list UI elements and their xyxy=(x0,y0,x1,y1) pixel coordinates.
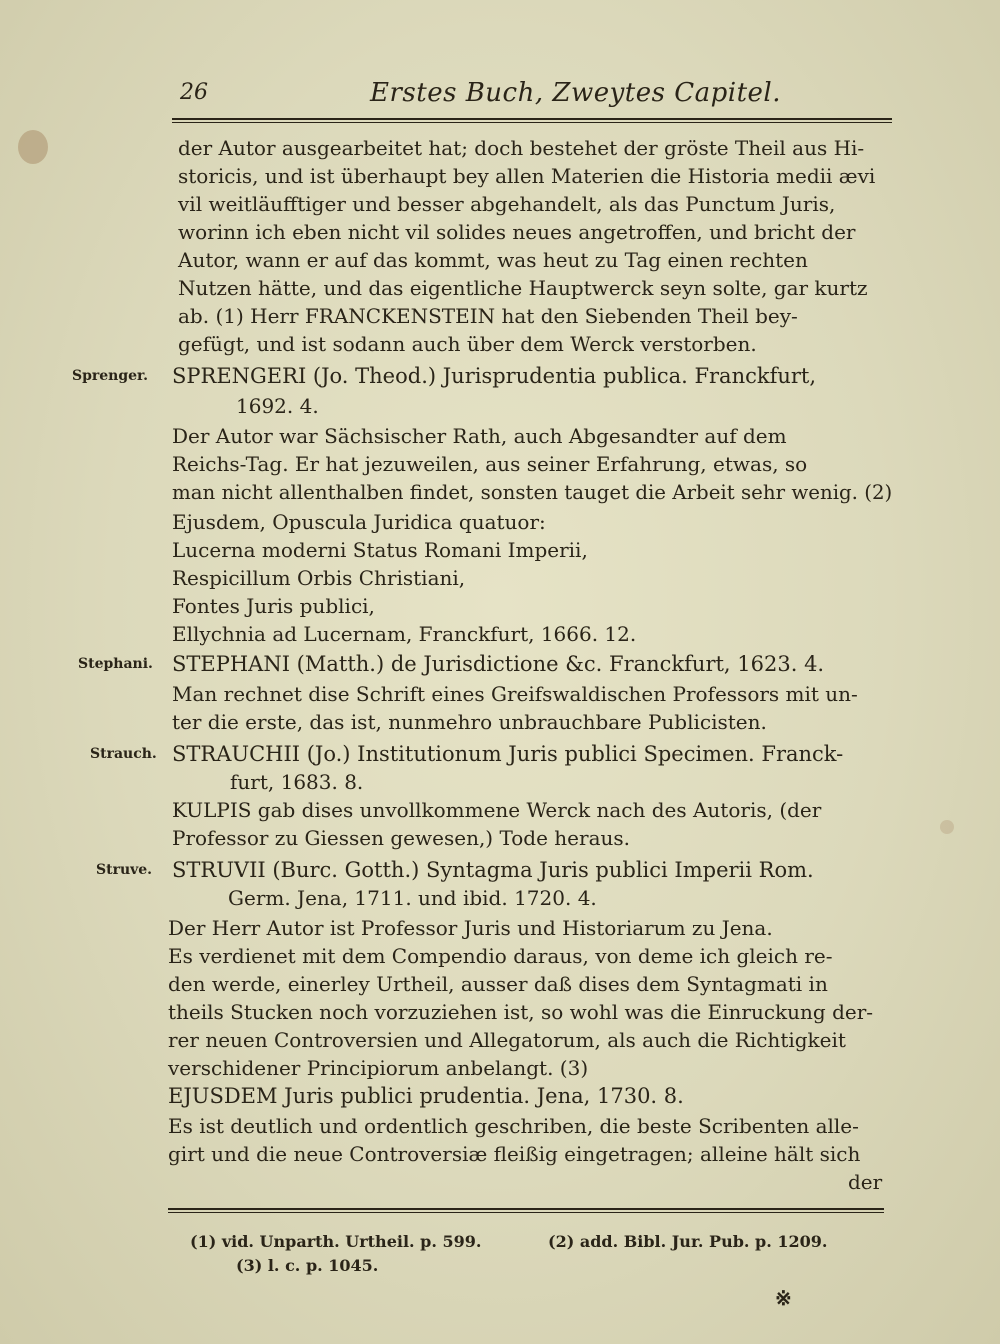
text-line: vil weitläufftiger und besser abgehandelt, als das Punctum Juris, xyxy=(178,192,836,216)
bibliography-entry: STRUVII (Burc. Gotth.) Syntagma Juris publici Imperii Rom. xyxy=(172,858,814,882)
text-line: Ellychnia ad Lucernam, Franckfurt, 1666. 12. xyxy=(172,622,637,646)
text-line: verschidener Principiorum anbelangt. (3) xyxy=(168,1056,589,1080)
catchword: der xyxy=(848,1170,883,1194)
text-line: ab. (1) Herr FRANCKENSTEIN hat den Siebenden Theil bey- xyxy=(178,304,798,328)
text-line: girt und die neue Controversiæ fleißig eingetragen; alleine hält sich xyxy=(168,1142,861,1166)
stain xyxy=(18,130,48,164)
text-line: storicis, und ist überhaupt bey allen Materien die Historia medii ævi xyxy=(178,164,876,188)
running-head: Erstes Buch, Zweytes Capitel. xyxy=(370,78,781,108)
text-line: Lucerna moderni Status Romani Imperii, xyxy=(172,538,588,562)
footnote: (3) l. c. p. 1045. xyxy=(236,1256,379,1275)
margin-note: Struve. xyxy=(96,862,153,878)
header-rule xyxy=(172,118,892,120)
text-line: Respicillum Orbis Christiani, xyxy=(172,566,466,590)
footnote: (2) add. Bibl. Jur. Pub. p. 1209. xyxy=(548,1232,828,1251)
text-line: ter die erste, das ist, nunmehro unbrauchbare Publicisten. xyxy=(172,710,767,734)
text-line: Nutzen hätte, und das eigentliche Hauptwerck seyn solte, gar kurtz xyxy=(178,276,868,300)
text-line: furt, 1683. 8. xyxy=(230,770,364,794)
text-line: rer neuen Controversien und Allegatorum, als auch die Richtigkeit xyxy=(168,1028,846,1052)
margin-note: Strauch. xyxy=(90,746,157,762)
text-line: Es verdienet mit dem Compendio daraus, von deme ich gleich re- xyxy=(168,944,833,968)
page-header xyxy=(180,78,880,114)
text-line: theils Stucken noch vorzuziehen ist, so wohl was die Einruckung der- xyxy=(168,1000,874,1024)
text-line: Fontes Juris publici, xyxy=(172,594,375,618)
footnote-rule-thin xyxy=(168,1212,884,1213)
text-line: Es ist deutlich und ordentlich geschriben, die beste Scribenten alle- xyxy=(168,1114,859,1138)
margin-note: Sprenger. xyxy=(72,368,149,384)
text-line: Man rechnet dise Schrift eines Greifswaldischen Professors mit un- xyxy=(172,682,858,706)
text-line: Ejusdem, Opuscula Juridica quatuor: xyxy=(172,510,546,534)
footnote: (1) vid. Unparth. Urtheil. p. 599. xyxy=(190,1232,482,1251)
text-line: gefügt, und ist sodann auch über dem Werck verstorben. xyxy=(178,332,757,356)
text-line: der Autor ausgearbeitet hat; doch bestehet der gröste Theil aus Hi- xyxy=(178,136,865,160)
page-mark: ※ xyxy=(775,1286,792,1310)
text-line: Professor zu Giessen gewesen,) Tode heraus. xyxy=(172,826,630,850)
bibliography-entry: SPRENGERI (Jo. Theod.) Jurisprudentia publica. Franckfurt, xyxy=(172,364,817,388)
text-line: Germ. Jena, 1711. und ibid. 1720. 4. xyxy=(228,886,597,910)
bibliography-entry: STEPHANI (Matth.) de Jurisdictione &c. Franckfurt, 1623. 4. xyxy=(172,652,825,676)
text-line: Reichs-Tag. Er hat jezuweilen, aus seiner Erfahrung, etwas, so xyxy=(172,452,808,476)
text-line: 1692. 4. xyxy=(236,394,319,418)
text-line: Der Autor war Sächsischer Rath, auch Abgesandter auf dem xyxy=(172,424,787,448)
stain xyxy=(940,820,954,834)
text-line: KULPIS gab dises unvollkommene Werck nach des Autoris, (der xyxy=(172,798,822,822)
text-line: Der Herr Autor ist Professor Juris und Historiarum zu Jena. xyxy=(168,916,773,940)
footnote-rule xyxy=(168,1208,884,1210)
text-line: man nicht allenthalben findet, sonsten tauget die Arbeit sehr wenig. (2) xyxy=(172,480,893,504)
bibliography-entry: EJUSDEM Juris publici prudentia. Jena, 1730. 8. xyxy=(168,1084,684,1108)
text-line: Autor, wann er auf das kommt, was heut zu Tag einen rechten xyxy=(178,248,808,272)
margin-note: Stephani. xyxy=(78,656,153,672)
bibliography-entry: STRAUCHII (Jo.) Institutionum Juris publici Specimen. Franck- xyxy=(172,742,844,766)
text-line: den werde, einerley Urtheil, ausser daß dises dem Syntagmati in xyxy=(168,972,828,996)
text-line: worinn ich eben nicht vil solides neues angetroffen, und bricht der xyxy=(178,220,856,244)
header-rule-thin xyxy=(172,122,892,123)
page-number: 26 xyxy=(180,80,208,105)
